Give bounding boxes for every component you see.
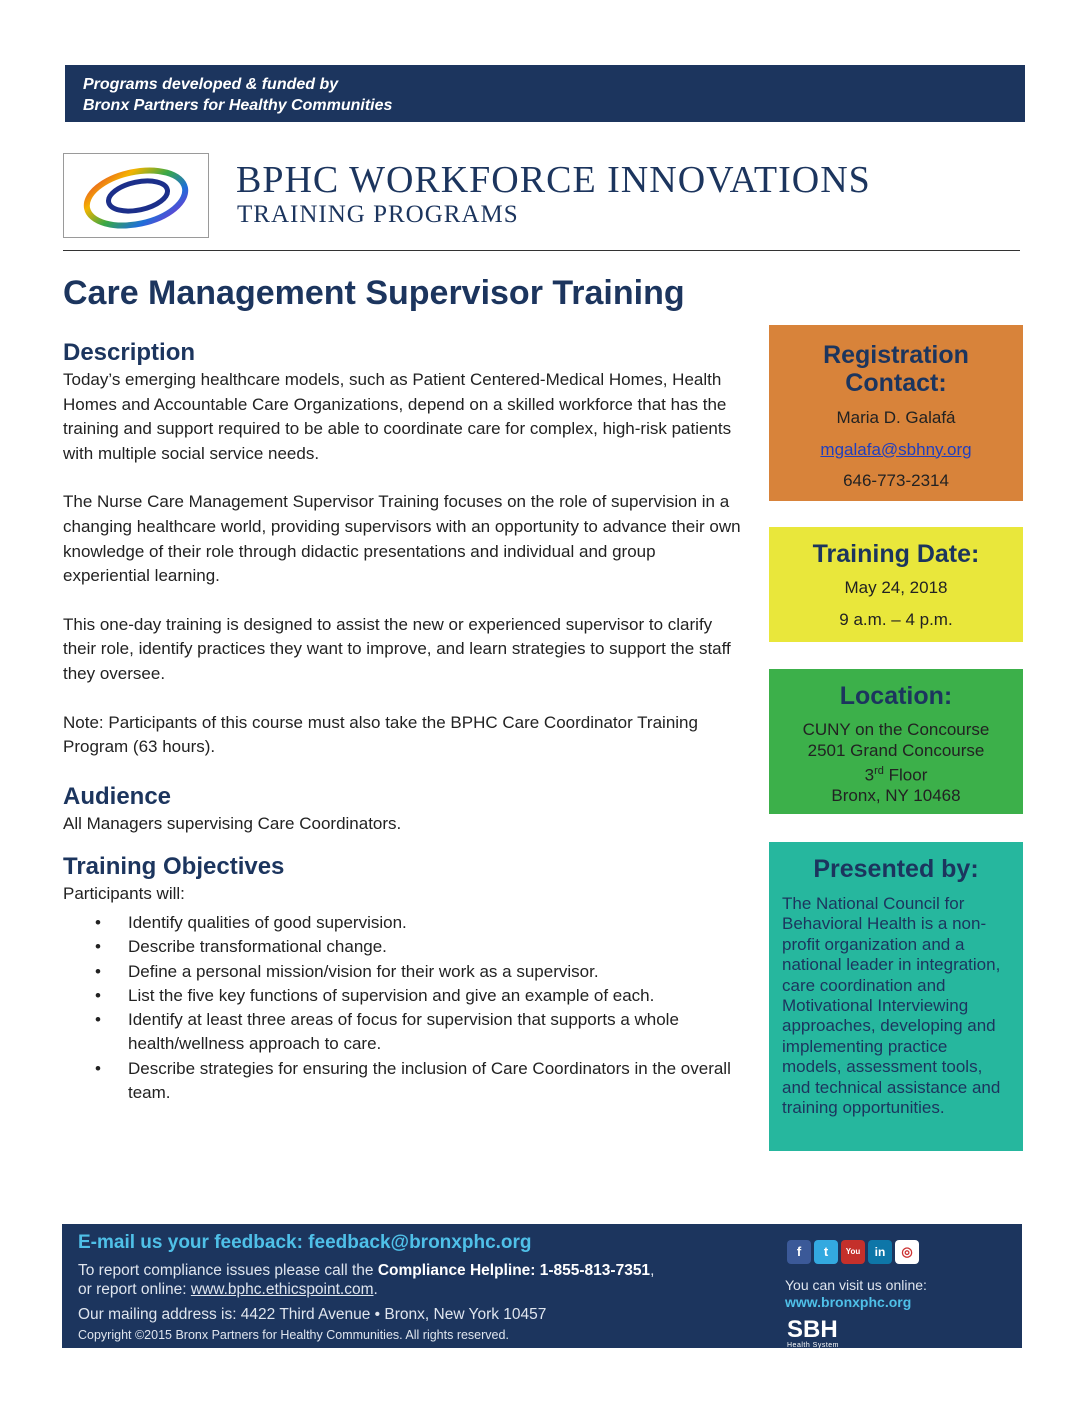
bphc-swirl-icon [64, 154, 208, 237]
presented-by-card [769, 842, 1023, 1151]
footer [62, 1224, 1022, 1357]
location-line-4: Bronx, NY 10468 [831, 786, 961, 806]
mailing-address-line: Our mailing address is: 4422 Third Avenue • Bronx, New York 10457 [78, 1306, 547, 1323]
audience-heading: Audience [63, 782, 172, 810]
visit-label: You can visit us online: [785, 1277, 927, 1293]
location-line-1: CUNY on the Concourse [802, 720, 990, 739]
social-links [787, 1240, 919, 1264]
description-heading: Description [63, 339, 196, 366]
bphc-logo [63, 153, 209, 238]
training-date-title: Training Date: [812, 540, 980, 568]
banner-line-1: Programs developed & funded by [83, 76, 339, 93]
facebook-icon[interactable]: f [787, 1240, 811, 1264]
bphc-icon[interactable]: ◎ [895, 1240, 919, 1264]
objectives-list [63, 911, 743, 1105]
list-item: • Identify at least three areas of focus for supervision that supports a whole health/wellness approach to care. [63, 1008, 743, 1057]
presented-by-text: The National Council for Behavioral Health is a non-profit organization and a national leader in integration, care coordination and Motivational Interviewing approaches, developing and implementing practice models, assessment tools, and technical assistance and training opportunities. [782, 894, 1001, 1118]
training-date-card [769, 527, 1023, 642]
description-paragraph-3: This one-day training is designed to assist the new or experienced supervisor to clarify their role, identify practices they want to improve, and learn strategies to support the staff they oversee. [63, 614, 731, 683]
brand-title: BPHC WORKFORCE INNOVATIONS [236, 159, 871, 201]
location-floor: 3rd Floor [864, 765, 928, 785]
feedback-email[interactable]: E-mail us your feedback: feedback@bronxphc.org [78, 1232, 532, 1253]
header-divider [63, 250, 1020, 251]
website-link[interactable]: www.bronxphc.org [785, 1294, 912, 1310]
list-item: • Define a personal mission/vision for their work as a supervisor. [63, 960, 743, 984]
report-line: or report online: www.bphc.ethicspoint.com. [78, 1281, 378, 1298]
description-note: Note: Participants of this course must also take the BPHC Care Coordinator Training Program (63 hours). [63, 712, 698, 757]
page-title: Care Management Supervisor Training [63, 274, 685, 312]
presented-by-title: Presented by: [813, 855, 979, 883]
compliance-line: To report compliance issues please call the Compliance Helpline: 1-855-813-7351, [78, 1262, 655, 1279]
twitter-icon[interactable]: t [814, 1240, 838, 1264]
registration-email-link[interactable]: mgalafa@sbhny.org [820, 439, 972, 459]
list-item: • List the five key functions of supervision and give an example of each. [63, 984, 743, 1008]
description-paragraph-2: The Nurse Care Management Supervisor Training focuses on the role of supervision in a changing healthcare world, providing supervisors with an opportunity to advance their own knowledge of their role through didactic presentations and individual and group experiential learning. [63, 492, 741, 586]
linkedin-icon[interactable]: in [868, 1240, 892, 1264]
registration-name: Maria D. Galafá [836, 408, 956, 427]
ethicspoint-link[interactable]: www.bphc.ethicspoint.com [190, 1281, 374, 1298]
list-item: • Describe transformational change. [63, 935, 743, 959]
list-item: • Identify qualities of good supervision. [63, 911, 743, 935]
description-paragraph-1: Today’s emerging healthcare models, such as Patient Centered-Medical Homes, Health Homes and Accountable Care Organizations, depend on a skilled workforce that has the training and support required to be able to coordinate care for complex, high-risk patients with multiple social service needs. [63, 370, 732, 463]
objectives-intro: Participants will: [63, 884, 185, 904]
training-date-value: May 24, 2018 [844, 578, 948, 597]
registration-title-2: Contact: [845, 369, 947, 397]
copyright: Copyright ©2015 Bronx Partners for Healthy Communities. All rights reserved. [78, 1328, 509, 1342]
main-content [63, 338, 743, 1105]
location-title: Location: [839, 682, 953, 710]
registration-card [769, 325, 1023, 501]
location-line-2: 2501 Grand Concourse [807, 740, 985, 760]
funding-banner [65, 65, 1025, 122]
registration-title-1: Registration [823, 341, 969, 369]
sbh-logo: SBH Health System B R O N X [787, 1316, 840, 1357]
training-time-value: 9 a.m. – 4 p.m. [839, 609, 953, 629]
objectives-heading: Training Objectives [63, 853, 285, 881]
audience-text: All Managers supervising Care Coordinators. [63, 813, 402, 833]
registration-phone: 646-773-2314 [843, 471, 949, 490]
brand-subtitle: TRAINING PROGRAMS [237, 201, 519, 228]
banner-line-2: Bronx Partners for Healthy Communities [83, 97, 393, 114]
youtube-icon[interactable]: You [841, 1240, 865, 1264]
location-card [769, 669, 1023, 814]
list-item: • Describe strategies for ensuring the inclusion of Care Coordinators in the overall team. [63, 1057, 743, 1106]
